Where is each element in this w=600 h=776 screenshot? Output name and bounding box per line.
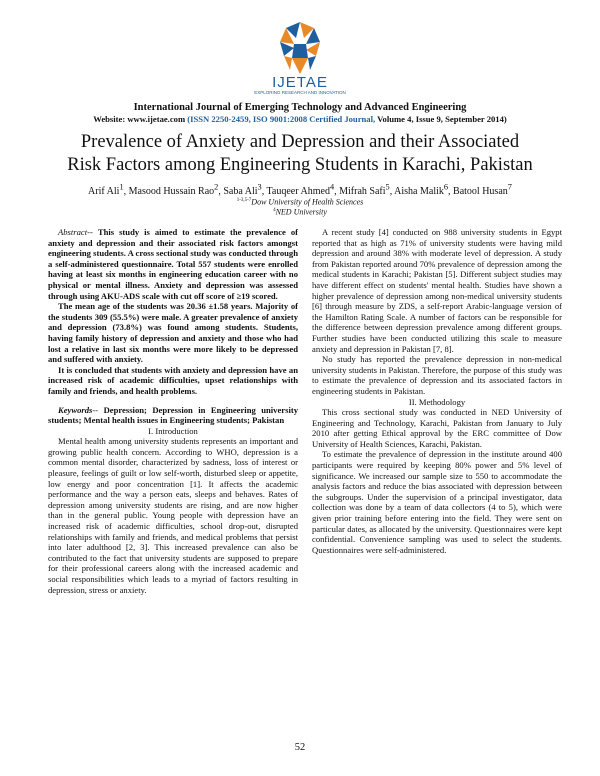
- author: Masood Hussain Rao$^2$,: [128, 183, 224, 198]
- website-link[interactable]: Website: www.ijetae.com: [93, 114, 186, 124]
- journal-website-line: [0, 113, 600, 125]
- methods-para-1: This cross sectional study was conducted in NED University of Engineering and Technology, Karachi, Pakistan from January to July 2010 after getting Ethical approval by the ERC committee of Dow University of Health Sciences, Karachi, Pakistan.: [312, 407, 562, 449]
- author: Aisha Malik$^6$,: [394, 183, 454, 198]
- intro-para-1: Mental health among university students represents an important and growing public health concern. According to WHO, depression is a common mental disorder, characterized by sadness, loss of interest or pleasure, feelings of guilt or low self-worth, disturbed sleep or appetite, low energy and poor concentration [1]. It affects the academic performance and the way a person eats, sleeps and behaves. Rates of depression among university students are rising, and are now higher than in the general public. Young people with depression have an increased risk of academic difficulties, school drop-out, disrupted relationships with family and friends, and medical problems that persist into later adulthood [2, 3]. This increased prevalence can also be contributed to the fact that university students are supposed to prepare for their professional careers along with the increased academic and social responsibilities which leads to a myriad of factors resulting in depression, stress or anxiety.: [48, 436, 298, 595]
- methods-para-2: To estimate the prevalence of depression in the institute around 400 participants were required by keeping 80% power and 5% level of significance. We increased our sample size to 550 to accommodate the analysis factors and reduce the bias associated with depression between the subgroups. Under the supervision of a principal investigator, data collection was done by a team of data collectors (4 to 5), which were given prior training before entering into the field. They were sent on particular dates, as allocated by the university. Questionnaires were kept confidential. Convenience sampling was used to select the students. Questionnaires were self-administered.: [312, 449, 562, 555]
- page-number: 52: [294, 742, 306, 753]
- volume-info: Volume 4, Issue 9, September 2014): [377, 114, 507, 124]
- title-line-1: Prevalence of Anxiety and Depression and their Associated: [80, 132, 520, 152]
- author: Saba Ali$^3$,: [223, 183, 267, 198]
- author: Tauqeer Ahmed$^4$,: [266, 183, 340, 198]
- abstract-para-3: It is concluded that students with anxiety and depression have an increased risk of academic difficulties, upset relationships with family and friends, and health problems.: [48, 364, 298, 396]
- methods-heading: II. Methodology: [408, 396, 466, 407]
- logo-emblem-icon: [280, 22, 320, 74]
- paper-title: [40, 131, 560, 177]
- author: Arif Ali$^1$,: [88, 183, 129, 198]
- right-para-2: No study has reported the prevalence depression in non-medical university students in Pakistan. Therefore, the purpose of this study was to estimate the prevalence of depression and its associated factors in engineering students in Pakistan.: [312, 354, 562, 396]
- abstract-para-1: Abstract-- This study is aimed to estimate the prevalence of anxiety and depression and their associated risk factors amongst engineering students. A cross sectional study was conducted through a self-administered questionnaire. Total 557 students were enrolled having at least six months in engineering education career with no physical or mental illness. Anxiety and depression was assessed through using AKU-ADS scale with cut off score of ≥19 scored.: [48, 227, 298, 301]
- affiliation-1: $^{1-3,5-7}$Dow University of Health Sciences: [236, 197, 364, 207]
- abstract-para-2: The mean age of the students was 20.36 ±1.58 years. Majority of the students 309 (55.5%) were male. A greater prevalence of anxiety and depression (73.8%) was found among students. Students, having family history of depression and anxiety and those who had lost a relative in last six months were more likely to be depressed and suffered with anxiety.: [48, 301, 298, 365]
- issn-info: (ISSN 2250-2459, ISO 9001:2008 Certified Journal,: [187, 114, 376, 124]
- keywords: Keywords-- Depression; Depression in Engineering university students; Mental health issues in Engineering students; Pakistan: [48, 404, 299, 426]
- right-column: [312, 227, 562, 555]
- intro-heading: I. Introduction: [148, 425, 198, 436]
- journal-name: International Journal of Emerging Technology and Advanced Engineering: [133, 102, 467, 113]
- logo-name: IJETAE: [272, 74, 328, 91]
- right-para-1: A recent study [4] conducted on 988 university students in Egypt reported that as high as 71% of university students were having mild depression and around 38% with moderate level of depression. A study from Pakistan reported around 70% prevalence of depression among the medical students in Karachi; Pakistan [5]. Different subject studies may have different effect on students' mental health. Studies have shown a higher prevalence of depression among non-medical university students [6] through measure by ZDS, a self-report Arabic-language version of the Hamilton Rating Scale. A number of factors can be responsible for the difference between depression prevalence among different groups. Further studies have been conducted utilizing this scale to measure anxiety and depression in Pakistan [7, 8].: [312, 227, 562, 354]
- affiliation-2: $^4$NED University: [273, 207, 327, 217]
- author: Mifrah Safi$^5$,: [339, 183, 395, 198]
- title-line-2: Risk Factors among Engineering Students in Karachi, Pakistan: [67, 155, 533, 175]
- left-column: [48, 227, 298, 595]
- author: Batool Husan$^7$: [453, 183, 512, 198]
- logo-tagline: EXPLORING RESEARCH AND INNOVATION: [254, 90, 346, 95]
